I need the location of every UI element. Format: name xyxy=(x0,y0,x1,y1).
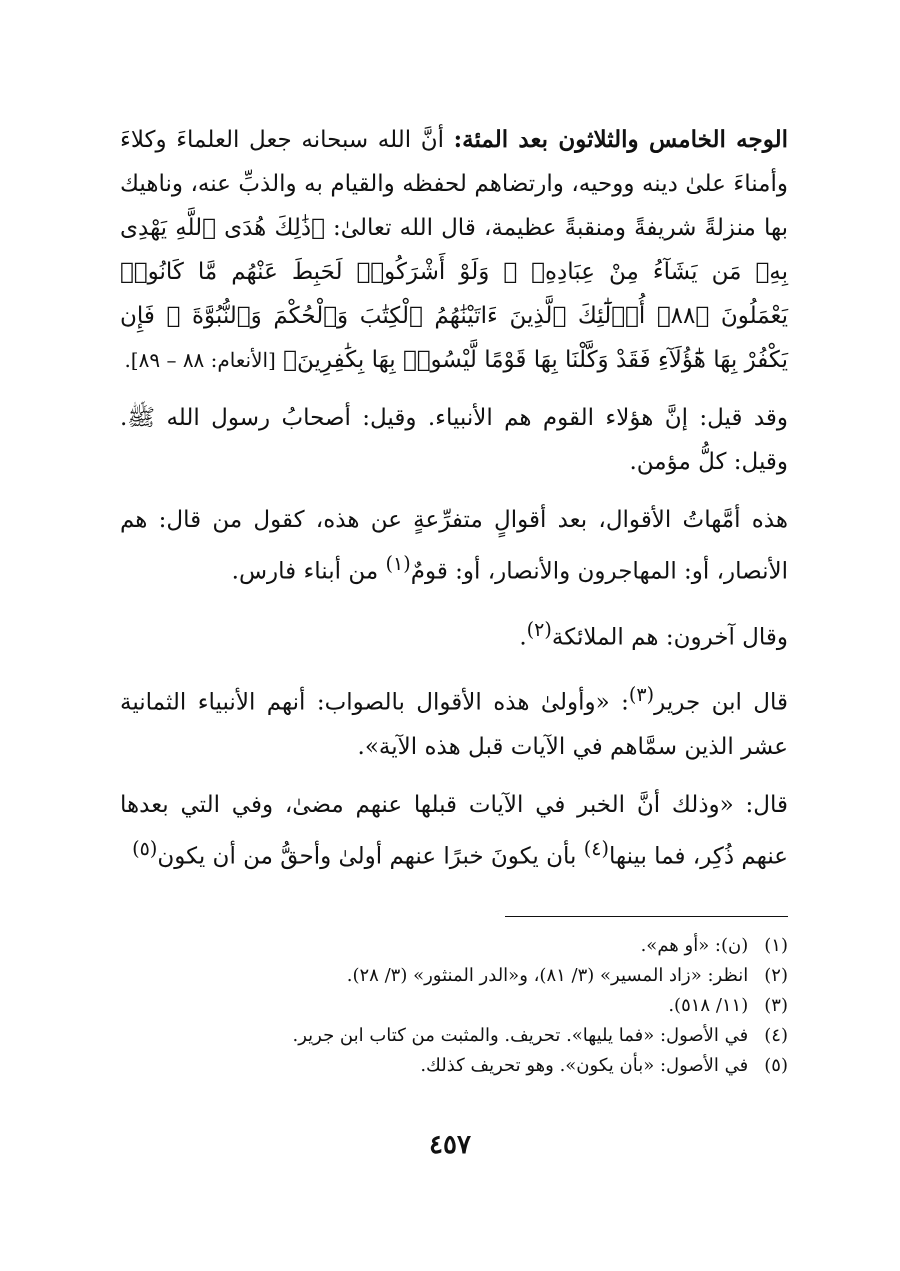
footnote-number: (١) xyxy=(764,935,788,956)
paragraph-text: : «وأولىٰ هذه الأقوال بالصواب: أنهم الأنبياء الثمانية عشر الذين سمَّاهم في الآيات قبل هذه الآية». xyxy=(120,689,788,760)
verse-reference: [الأنعام: ٨٨ – ٨٩]. xyxy=(124,348,276,372)
footnote xyxy=(120,931,788,961)
footnote-marker: (٣) xyxy=(628,683,655,707)
footnote-text: انظر: «زاد المسير» (٣/ ٨١)، و«الدر المنثور» (٣/ ٢٨). xyxy=(346,965,749,986)
paragraph-ibn-jarir xyxy=(120,673,788,769)
page-number: ٤٥٧ xyxy=(429,1130,471,1160)
footnotes xyxy=(120,916,788,1081)
footnote-number: (٤) xyxy=(764,1025,788,1046)
paragraph-text: وقد قيل: إنَّ هؤلاء القوم هم الأنبياء. وقيل: أصحابُ رسول الله ﷺ. وقيل: كلُّ مؤمن. xyxy=(120,405,788,475)
footnote-number: (٣) xyxy=(764,995,788,1016)
paragraph-text: بأن يكونَ خبرًا عنهم أولىٰ وأحقُّ من أن يكون xyxy=(157,843,577,870)
paragraph-text: . xyxy=(519,624,527,651)
footnote-marker: (١) xyxy=(385,552,411,575)
footnote xyxy=(120,1051,788,1081)
paragraph-text: قال ابن جرير xyxy=(654,689,788,716)
footnote-text: في الأصول: «بأن يكون». وهو تحريف كذلك. xyxy=(420,1055,749,1076)
footnote xyxy=(120,1021,788,1051)
paragraph-angels-opinion xyxy=(120,608,788,660)
footnote-number: (٢) xyxy=(764,965,788,986)
paragraph-other-opinions xyxy=(120,498,788,594)
footnote-text: في الأصول: «فما يليها». تحريف. والمثبت من كتاب ابن جرير. xyxy=(292,1025,749,1046)
footnote-text: (ن): «أو هم». xyxy=(640,935,749,956)
quran-verse: ﴿ذَٰلِكَ هُدَى ٱللَّهِ يَهْدِى بِهِۦ مَن يَشَآءُ مِنْ عِبَادِهِۦ ۚ وَلَوْ أَشْرَكُوا۟ لَحَبِطَ عَنْهُم مَّا كَانُوا۟ يَعْمَلُونَ ﴿٨٨﴾ أُو۟لَٰٓئِكَ ٱلَّذِينَ ءَاتَيْنَٰهُمُ ٱلْكِتَٰبَ وَٱلْحُكْمَ وَٱلنُّبُوَّةَ ۚ فَإِن يَكْفُرْ بِهَا هَٰٓؤُلَآءِ فَقَدْ وَكَّلْنَا بِهَا قَوْمًا لَّيْسُوا۟ بِهَا بِكَٰفِرِينَ﴾ xyxy=(120,215,788,373)
footnote-marker: (٥) xyxy=(132,836,158,860)
paragraph-text: من أبناء فارس. xyxy=(231,558,379,585)
paragraph-text: وقال آخرون: هم الملائكة xyxy=(551,624,788,651)
paragraph-text: أنَّ الله سبحانه جعل العلماءَ وكلاءَ وأمناءَ علىٰ دينه ووحيه، وارتضاهم لحفظه والقيام به والذبِّ عنه، وناهيك بها منزلةً شريفةً ومنقبةً عظيمة، قال الله تعالىٰ: xyxy=(120,127,788,241)
section-heading: الوجه الخامس والثلاثون بعد المئة: xyxy=(453,126,789,153)
paragraph-fifth-thirty-reason xyxy=(120,118,788,382)
paragraph-interpretations xyxy=(120,396,788,484)
main-text xyxy=(120,118,788,887)
paragraph-text: هذه أمَّهاتُ الأقوال، بعد أقوالٍ متفرِّعةٍ عن هذه، كقول من قال: هم الأنصار، أو: المهاجرون والأنصار، أو: قومٌ xyxy=(120,507,788,585)
paragraph-ibn-jarir-continued xyxy=(120,783,788,879)
footnote-marker: (٤) xyxy=(583,836,609,860)
footnote xyxy=(120,991,788,1021)
footnote-number: (٥) xyxy=(764,1055,788,1076)
footnote xyxy=(120,961,788,991)
footnote-marker: (٢) xyxy=(526,617,552,641)
footnote-text: (١١/ ٥١٨). xyxy=(668,995,749,1016)
footnote-divider xyxy=(505,916,788,917)
paragraph-text: قال: «وذلك أنَّ الخبر في الآيات قبلها عنهم مضىٰ، وفي التي بعدها عنهم ذُكِر، فما بينها xyxy=(120,791,788,870)
